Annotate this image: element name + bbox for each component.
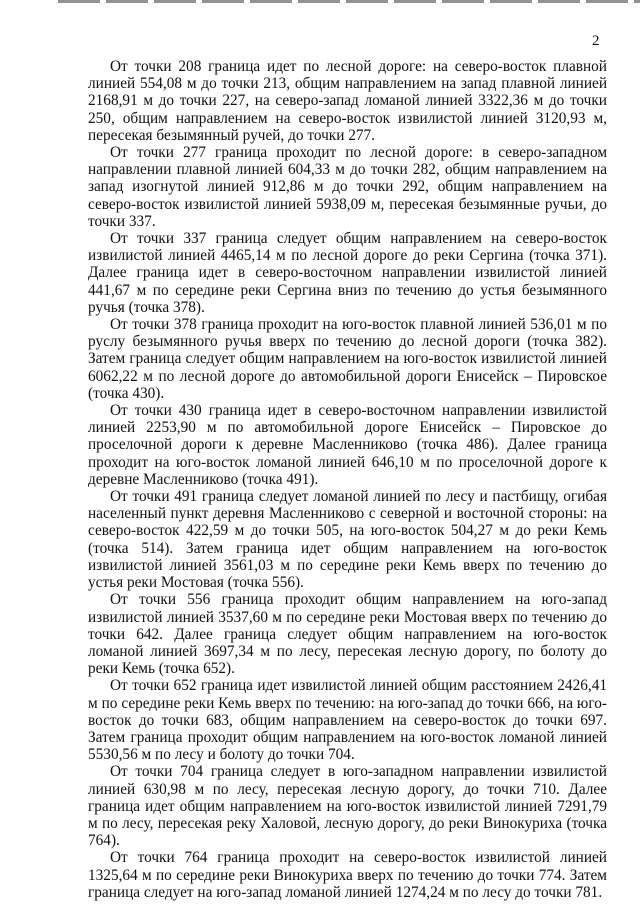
paragraph-point-277: От точки 277 граница проходит по лесной дороге: в северо-западном направлении плавной линией 604,33 м до точки 282, общим направлением на запад изогнутой линией 912,86 м до точки 292, общим направлением на северо-восток извилистой линией 5938,09 м, пересекая безымянные ручьи, до точки 337. bbox=[88, 144, 607, 230]
paragraph-point-430: От точки 430 граница идет в северо-восточном направлении извилистой линией 2253,90 м по автомобильной дороге Енисейск – Пировское до проселочной дороги к деревне Масленниково (точка 486). Далее граница проходит на юго-восток ломаной линией 646,10 м по проселочной дороге к деревне Масленниково (точка 491). bbox=[88, 402, 607, 488]
scan-top-edge bbox=[58, 0, 640, 3]
paragraph-point-764: От точки 764 граница проходит на северо-восток извилистой линией 1325,64 м по середине реки Винокуриха вверх по течению до точки 774. Затем граница следует на юго-запад ломаной линией 1274,24 м по лесу до точки 781. bbox=[88, 849, 607, 901]
document-body bbox=[88, 58, 607, 901]
paragraph-point-491: От точки 491 граница следует ломаной линией по лесу и пастбищу, огибая населенный пункт деревня Масленниково с северной и восточной стороны: на северо-восток 422,59 м до точки 505, на юго-восток 504,27 м до реки Кемь (точка 514). Затем граница идет общим направлением на юго-восток извилистой линией 3561,03 м по середине реки Кемь вверх по течению до устья реки Мостовая (точка 556). bbox=[88, 488, 607, 592]
paragraph-point-208: От точки 208 граница идет по лесной дороге: на северо-восток плавной линией 554,08 м до точки 213, общим направлением на запад плавной линией 2168,91 м до точки 227, на северо-запад ломаной линией 3322,36 м до точки 250, общим направлением на северо-восток извилистой линией 3120,93 м, пересекая безымянный ручей, до точки 277. bbox=[88, 58, 607, 144]
paragraph-point-652: От точки 652 граница идет извилистой линией общим расстоянием 2426,41 м по середине реки Кемь вверх по течению: на юго-запад до точки 666, на юго-восток до точки 683, общим направлением на северо-восток до точки 697. Затем граница проходит общим направлением на юго-восток ломаной линией 5530,56 м по лесу и болоту до точки 704. bbox=[88, 677, 607, 764]
paragraph-point-556: От точки 556 граница проходит общим направлением на юго-запад извилистой линией 3537,60 м по середине реки Мостовая вверх по течению до точки 642. Далее граница следует общим направлением на юго-восток ломаной линией 3697,34 м по лесу, пересекая лесную дорогу, по болоту до реки Кемь (точка 652). bbox=[88, 591, 607, 678]
page-number: 2 bbox=[592, 33, 600, 49]
paragraph-point-704: От точки 704 граница следует в юго-западном направлении извилистой линией 630,98 м по лесу, пересекая лесную дорогу, до точки 710. Далее граница идет общим направлением на юго-восток извилистой линией 7291,79 м по лесу, пересекая реку Халовой, лесную дорогу, до реки Винокуриха (точка 764). bbox=[88, 763, 607, 850]
paragraph-point-378: От точки 378 граница проходит на юго-восток плавной линией 536,01 м по руслу безымянного ручья вверх по течению до лесной дороги (точка 382). Затем граница следует общим направлением на юго-восток извилистой линией 6062,22 м по лесной дороге до автомобильной дороги Енисейск – Пировское (точка 430). bbox=[88, 316, 607, 402]
paragraph-point-337: От точки 337 граница следует общим направлением на северо-восток извилистой линией 4465,14 м по лесной дороге до реки Сергина (точка 371). Далее граница идет в северо-восточном направлении извилистой линией 441,67 м по середине реки Сергина вниз по течению до устья безымянного ручья (точка 378). bbox=[88, 230, 607, 316]
